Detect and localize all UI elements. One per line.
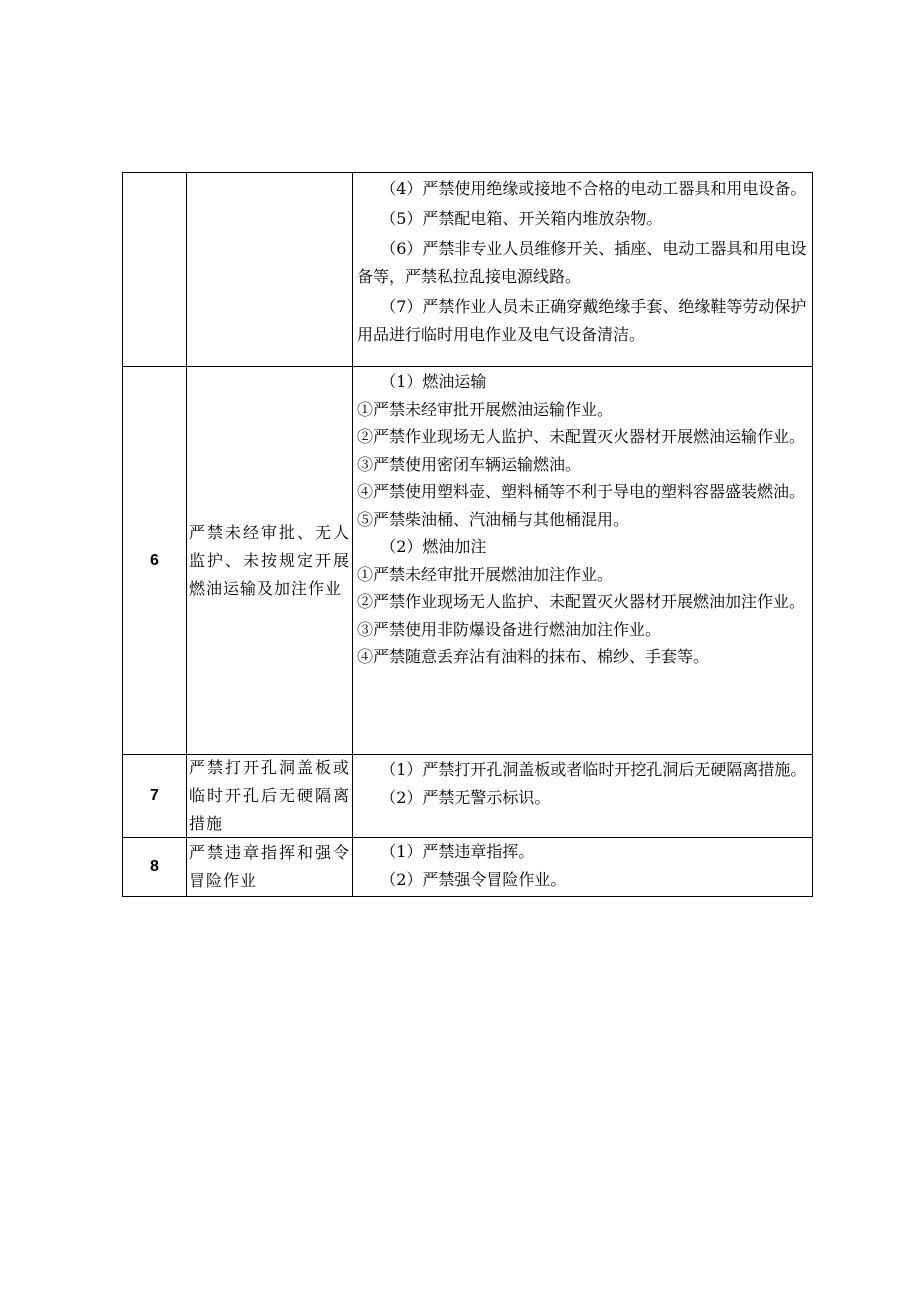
list-item: ①严禁未经审批开展燃油运输作业。	[357, 399, 614, 419]
list-item: ②严禁作业现场无人监护、未配置灭火器材开展燃油运输作业。	[357, 427, 806, 446]
row-items	[353, 173, 812, 366]
regulation-table	[122, 172, 813, 897]
list-item: ④严禁使用塑料壶、塑料桶等不利于导电的塑料容器盛装燃油。	[357, 482, 806, 501]
row-number: 7	[123, 755, 187, 837]
table-row	[122, 172, 813, 367]
row-number	[123, 173, 187, 366]
table-row	[122, 367, 813, 755]
list-item: （2）严禁无警示标识。	[380, 788, 551, 807]
list-item: ③严禁使用非防爆设备进行燃油加注作业。	[357, 619, 662, 639]
row-items	[353, 755, 812, 837]
list-item: ④严禁随意丢弃沾有油料的抹布、棉纱、手套等。	[357, 647, 710, 666]
row-number: 6	[123, 367, 187, 754]
row-title: 严禁未经审批、无人监护、未按规定开展燃油运输及加注作业	[187, 367, 353, 754]
list-item: （1）严禁打开孔洞盖板或者临时开挖孔洞后无硬隔离措施。	[380, 760, 807, 779]
list-item: ⑤严禁柴油桶、汽油桶与其他桶混用。	[357, 509, 630, 529]
list-item: ②严禁作业现场无人监护、未配置灭火器材开展燃油加注作业。	[357, 592, 806, 611]
row-number: 8	[123, 838, 187, 896]
row-items	[353, 367, 812, 754]
list-item: （5）严禁配电箱、开关箱内堆放杂物。	[380, 209, 663, 228]
table-row	[122, 838, 813, 897]
list-item: （7）严禁作业人员未正确穿戴绝缘手套、绝缘鞋等劳动保护用品进行临时用电作业及电气设备清洁。	[357, 297, 807, 344]
row-title	[187, 173, 353, 366]
list-item: （2）燃油加注	[380, 537, 487, 556]
row-title: 严禁打开孔洞盖板或临时开孔后无硬隔离措施	[187, 755, 353, 837]
list-item: （4）严禁使用绝缘或接地不合格的电动工器具和用电设备。	[380, 179, 807, 198]
list-item: （1）燃油运输	[380, 372, 487, 391]
row-title: 严禁违章指挥和强令冒险作业	[187, 838, 353, 896]
list-item: （2）严禁强令冒险作业。	[380, 870, 567, 889]
list-item: （6）严禁非专业人员维修开关、插座、电动工器具和用电设备等，严禁私拉乱接电源线路。	[357, 239, 807, 286]
list-item: ①严禁未经审批开展燃油加注作业。	[357, 564, 614, 584]
row-items	[353, 838, 812, 896]
table-row	[122, 755, 813, 838]
list-item: ③严禁使用密闭车辆运输燃油。	[357, 454, 582, 474]
list-item: （1）严禁违章指挥。	[380, 842, 535, 861]
